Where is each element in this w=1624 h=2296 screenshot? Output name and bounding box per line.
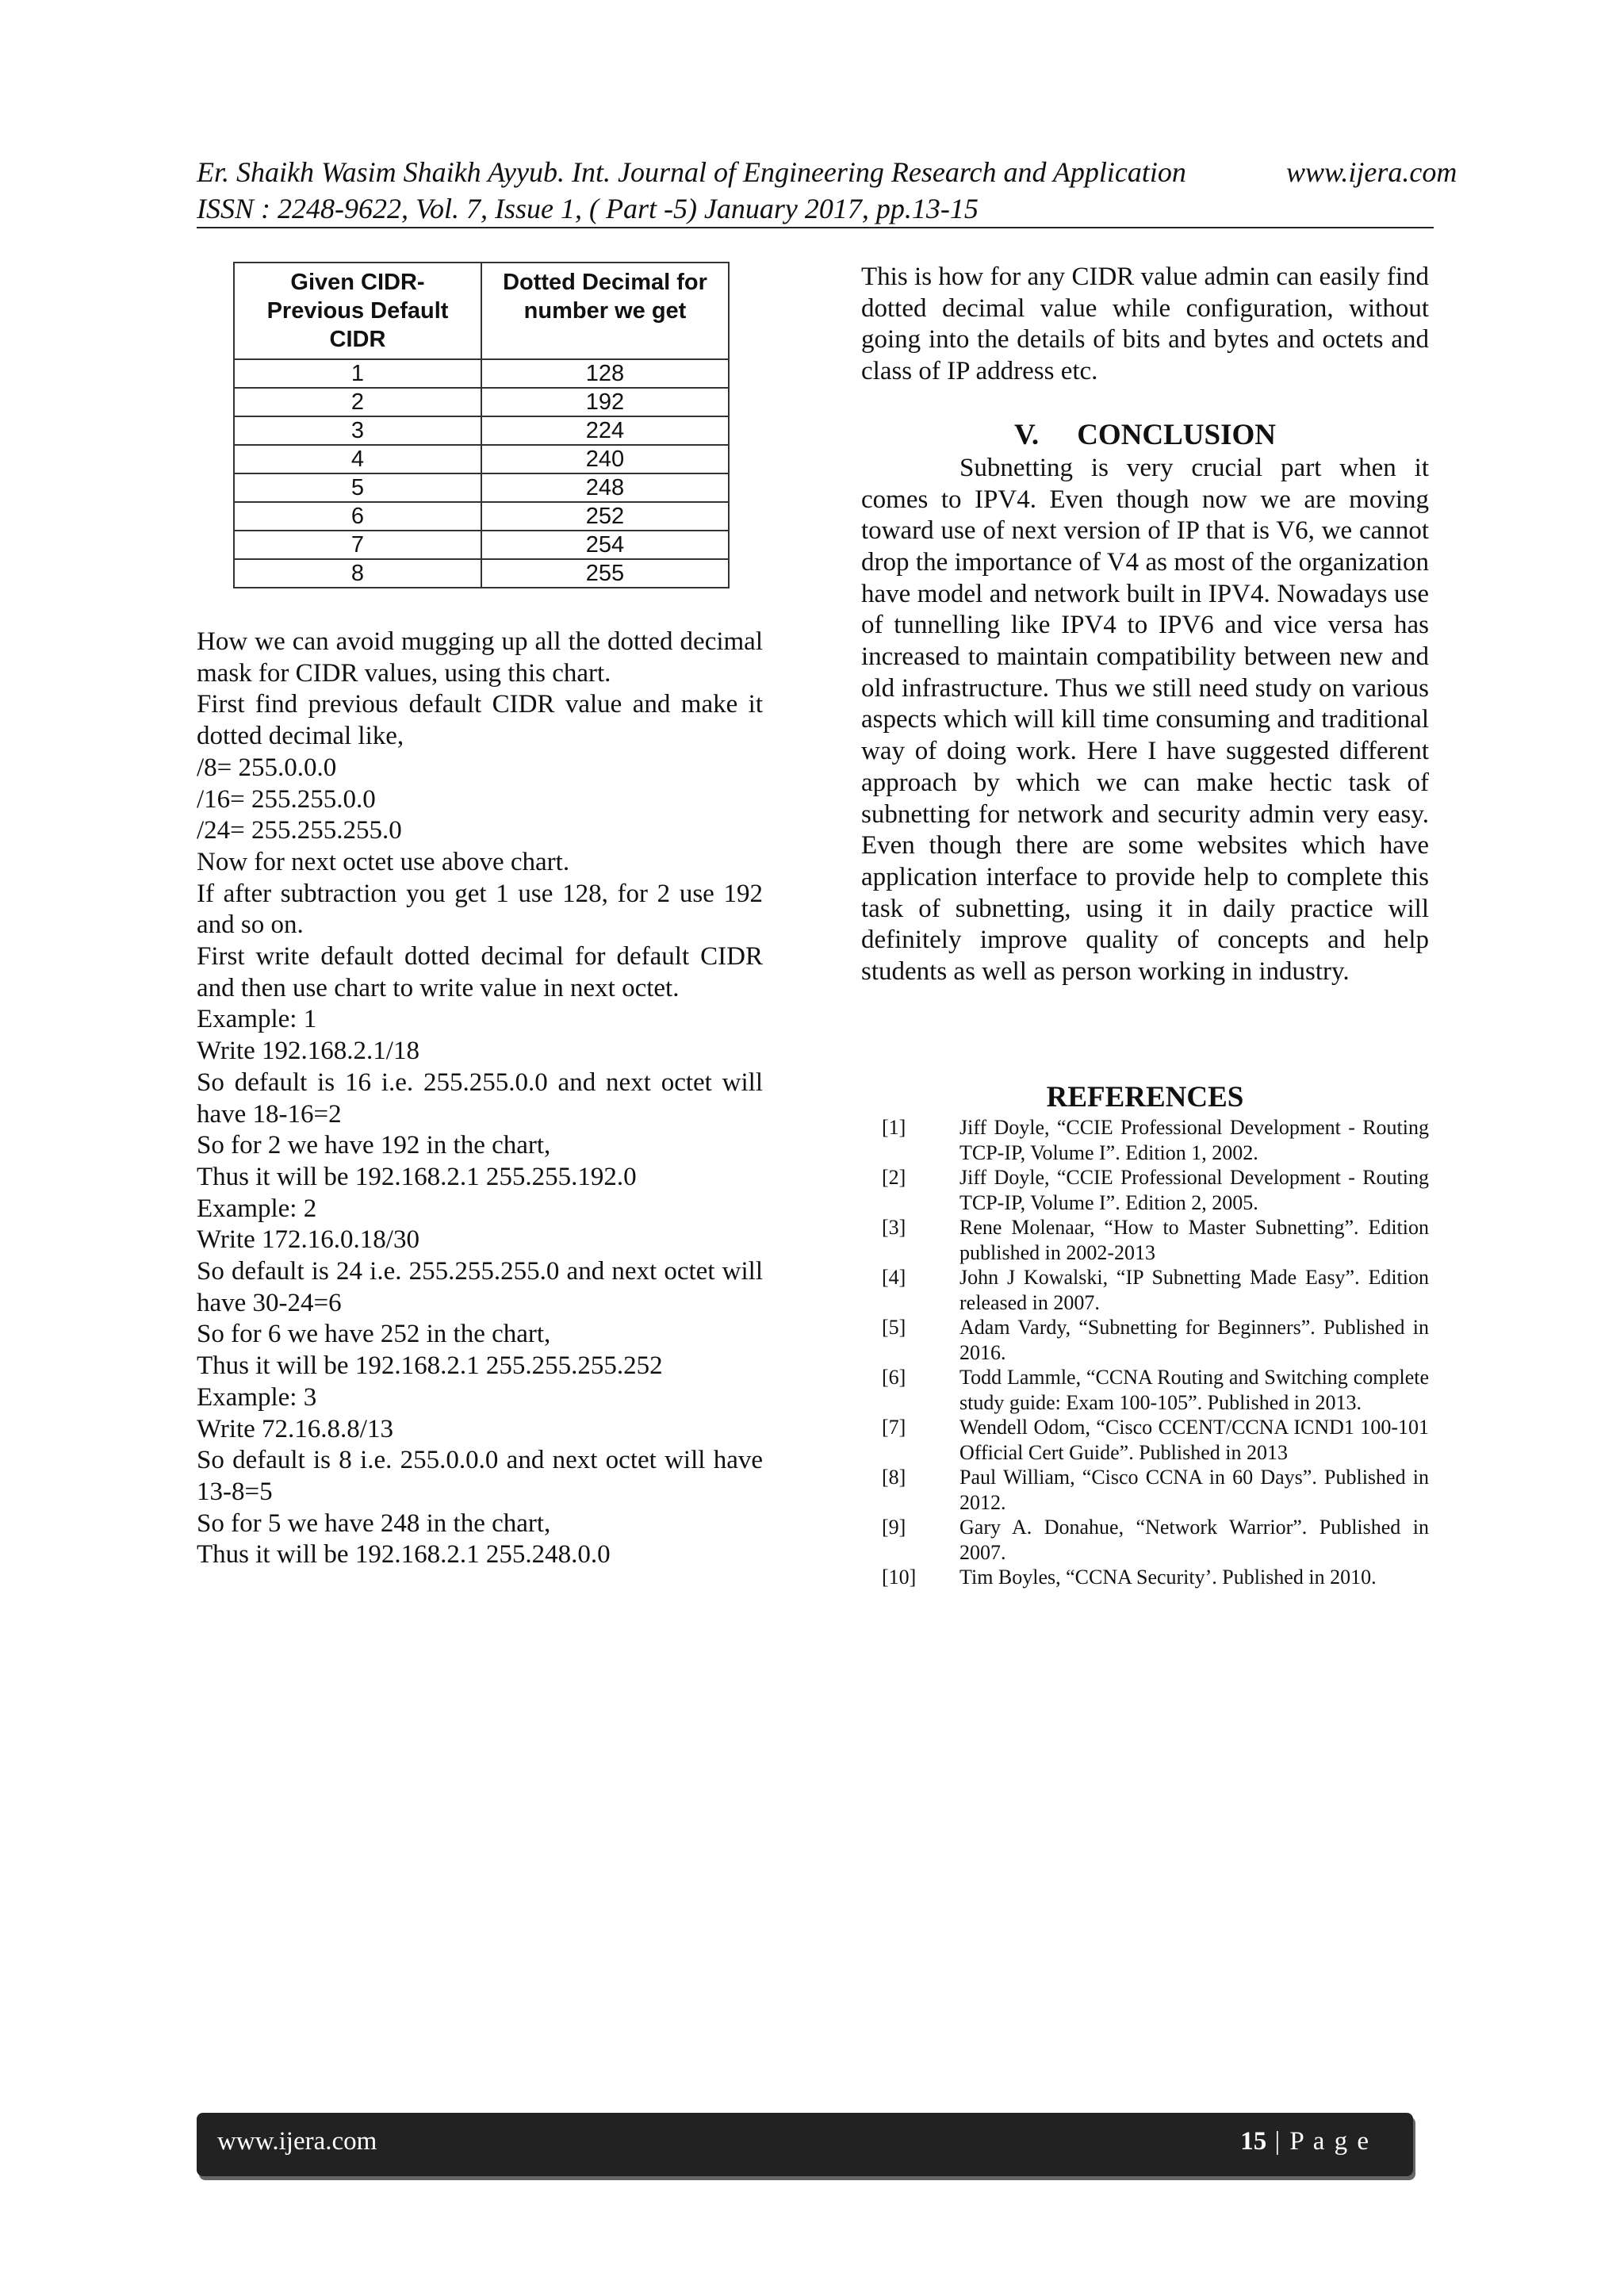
conclusion-paragraph [861, 453, 1429, 988]
body-line: So default is 8 i.e. 255.0.0.0 and next octet will have 13-8=5 [197, 1446, 763, 1506]
table-row [234, 359, 729, 388]
reference-text: Rene Molenaar, “How to Master Subnetting”. Edition published in 2002-2013 [959, 1216, 1429, 1264]
reference-number: [4] [882, 1266, 906, 1289]
reference-item [882, 1165, 1429, 1215]
reference-text: Wendell Odom, “Cisco CCENT/CCNA ICND1 100-101 Official Cert Guide”. Published in 2013 [959, 1416, 1429, 1464]
body-line: Thus it will be 192.168.2.1 255.255.255.252 [197, 1351, 663, 1381]
table-cell-dotted: 240 [481, 445, 729, 473]
body-line: Example: 2 [197, 1194, 317, 1223]
body-line: Write 172.16.0.18/30 [197, 1225, 419, 1255]
body-line: Write 192.168.2.1/18 [197, 1037, 419, 1066]
table-cell-cidr: 4 [234, 445, 481, 473]
table-cell-dotted: 224 [481, 416, 729, 445]
reference-item [882, 1365, 1429, 1415]
summary-paragraph: This is how for any CIDR value admin can easily find dotted decimal value while configuration, without going into the details of bits and bytes and octets and class of IP address etc. [861, 263, 1429, 386]
table-row [234, 416, 729, 445]
reference-number: [6] [882, 1366, 906, 1389]
table-row [234, 531, 729, 559]
reference-item [882, 1315, 1429, 1365]
table-cell-cidr: 7 [234, 531, 481, 559]
left-column-text [197, 627, 763, 1571]
body-line: If after subtraction you get 1 use 128, for 2 use 192 and so on. [197, 879, 763, 940]
reference-item [882, 1565, 1429, 1590]
reference-text: Adam Vardy, “Subnetting for Beginners”. Published in 2016. [959, 1316, 1429, 1364]
reference-text: John J Kowalski, “IP Subnetting Made Easy”. Edition released in 2007. [959, 1266, 1429, 1314]
table-row [234, 473, 729, 502]
table-cell-cidr: 3 [234, 416, 481, 445]
reference-number: [5] [882, 1316, 906, 1339]
table-cell-dotted: 255 [481, 559, 729, 588]
table-cell-cidr: 6 [234, 502, 481, 531]
header-divider [197, 227, 1434, 228]
body-line: So default is 24 i.e. 255.255.255.0 and next octet will have 30-24=6 [197, 1257, 763, 1317]
table-cell-dotted: 252 [481, 502, 729, 531]
body-line: Example: 3 [197, 1382, 317, 1412]
body-line: /8= 255.0.0.0 [197, 753, 337, 782]
body-line: First find previous default CIDR value and make it dotted decimal like, [197, 690, 763, 751]
body-line: Example: 1 [197, 1005, 317, 1034]
table-cell-cidr: 5 [234, 473, 481, 502]
reference-number: [8] [882, 1466, 906, 1489]
intro-paragraph: How we can avoid mugging up all the dotted decimal mask for CIDR values, using this chart. [197, 627, 763, 688]
journal-citation: Er. Shaikh Wasim Shaikh Ayyub. Int. Journal of Engineering Research and Application [197, 156, 1186, 188]
body-line: /16= 255.255.0.0 [197, 784, 376, 814]
body-line: /24= 255.255.255.0 [197, 816, 402, 845]
body-line: First write default dotted decimal for default CIDR and then use chart to write value in next octet. [197, 942, 763, 1002]
table-header-dotted: Dotted Decimal for number we get [481, 263, 729, 359]
reference-item [882, 1115, 1429, 1165]
body-line: So default is 16 i.e. 255.255.0.0 and next octet will have 18-16=2 [197, 1068, 763, 1129]
reference-number: [7] [882, 1416, 906, 1439]
section-heading [861, 418, 1429, 453]
page-footer [197, 2113, 1413, 2176]
reference-number: [3] [882, 1216, 906, 1239]
reference-number: [10] [882, 1566, 917, 1589]
reference-number: [1] [882, 1116, 906, 1139]
page-header [197, 154, 1457, 227]
reference-item [882, 1415, 1429, 1465]
body-line: So for 5 we have 248 in the chart, [197, 1508, 551, 1538]
cidr-table [233, 262, 730, 588]
reference-text: Gary A. Donahue, “Network Warrior”. Published in 2007. [959, 1516, 1429, 1564]
reference-item [882, 1515, 1429, 1565]
reference-text: Tim Boyles, “CCNA Security’. Published in 2010. [959, 1566, 1377, 1589]
footer-page-number [1240, 2127, 1370, 2156]
table-cell-dotted: 192 [481, 388, 729, 416]
table-row [234, 388, 729, 416]
page-number: 15 [1240, 2127, 1267, 2156]
table-cell-cidr: 2 [234, 388, 481, 416]
reference-item [882, 1265, 1429, 1315]
table-row [234, 559, 729, 588]
references-list [882, 1115, 1429, 1590]
right-column-text [861, 262, 1429, 988]
table-cell-dotted: 248 [481, 473, 729, 502]
body-line: Thus it will be 192.168.2.1 255.248.0.0 [197, 1540, 611, 1570]
section-title: CONCLUSION [1077, 418, 1277, 451]
journal-citation-line [197, 154, 1457, 190]
table-row [234, 502, 729, 531]
reference-text: Paul William, “Cisco CCNA in 60 Days”. Published in 2012. [959, 1466, 1429, 1514]
reference-text: Jiff Doyle, “CCIE Professional Development - Routing TCP-IP, Volume I”. Edition 1, 2002. [959, 1116, 1429, 1164]
references-heading: REFERENCES [1046, 1081, 1244, 1114]
table-cell-cidr: 8 [234, 559, 481, 588]
issn-line: ISSN : 2248-9622, Vol. 7, Issue 1, ( Part -5) January 2017, pp.13-15 [197, 193, 979, 224]
body-line: So for 2 we have 192 in the chart, [197, 1131, 551, 1160]
footer-site: www.ijera.com [217, 2127, 377, 2156]
table-header-cidr: Given CIDR- Previous Default CIDR [234, 263, 481, 359]
journal-site: www.ijera.com [1286, 156, 1457, 188]
body-line: So for 6 we have 252 in the chart, [197, 1320, 551, 1349]
reference-number: [2] [882, 1166, 906, 1189]
reference-text: Jiff Doyle, “CCIE Professional Development - Routing TCP-IP, Volume I”. Edition 2, 2005. [959, 1166, 1429, 1214]
reference-item [882, 1465, 1429, 1515]
table-cell-dotted: 128 [481, 359, 729, 388]
body-line: Write 72.16.8.8/13 [197, 1414, 393, 1443]
reference-text: Todd Lammle, “CCNA Routing and Switching complete study guide: Exam 100-105”. Published in 2013. [959, 1366, 1429, 1414]
page-label: | P a g e [1266, 2127, 1370, 2156]
body-line: Now for next octet use above chart. [197, 847, 570, 876]
reference-number: [9] [882, 1516, 906, 1539]
conclusion-text: Subnetting is very crucial part when it comes to IPV4. Even though now we are moving toward use of next version of IP that is V6, we cannot drop the importance of V4 as most of the organization have model and network built in IPV4. Nowadays use of tunnelling like IPV4 to IPV6 and vice versa has increased to maintain compatibility between new and old infrastructure. Thus we still need study on various aspects which will kill time consuming and traditional way of doing work. Here I have suggested different approach by which we can make hectic task of subnetting for network and security admin very easy. Even though there are some websites which have application interface to provide help to complete this task of subnetting, using it in daily practice will definitely improve quality of concepts and help students as well as person working in industry. [861, 453, 1429, 987]
table-header-row [234, 263, 729, 359]
body-line: Thus it will be 192.168.2.1 255.255.192.0 [197, 1162, 637, 1191]
table-row [234, 445, 729, 473]
table-cell-dotted: 254 [481, 531, 729, 559]
table-cell-cidr: 1 [234, 359, 481, 388]
reference-item [882, 1215, 1429, 1265]
section-number: V. [1013, 418, 1040, 451]
